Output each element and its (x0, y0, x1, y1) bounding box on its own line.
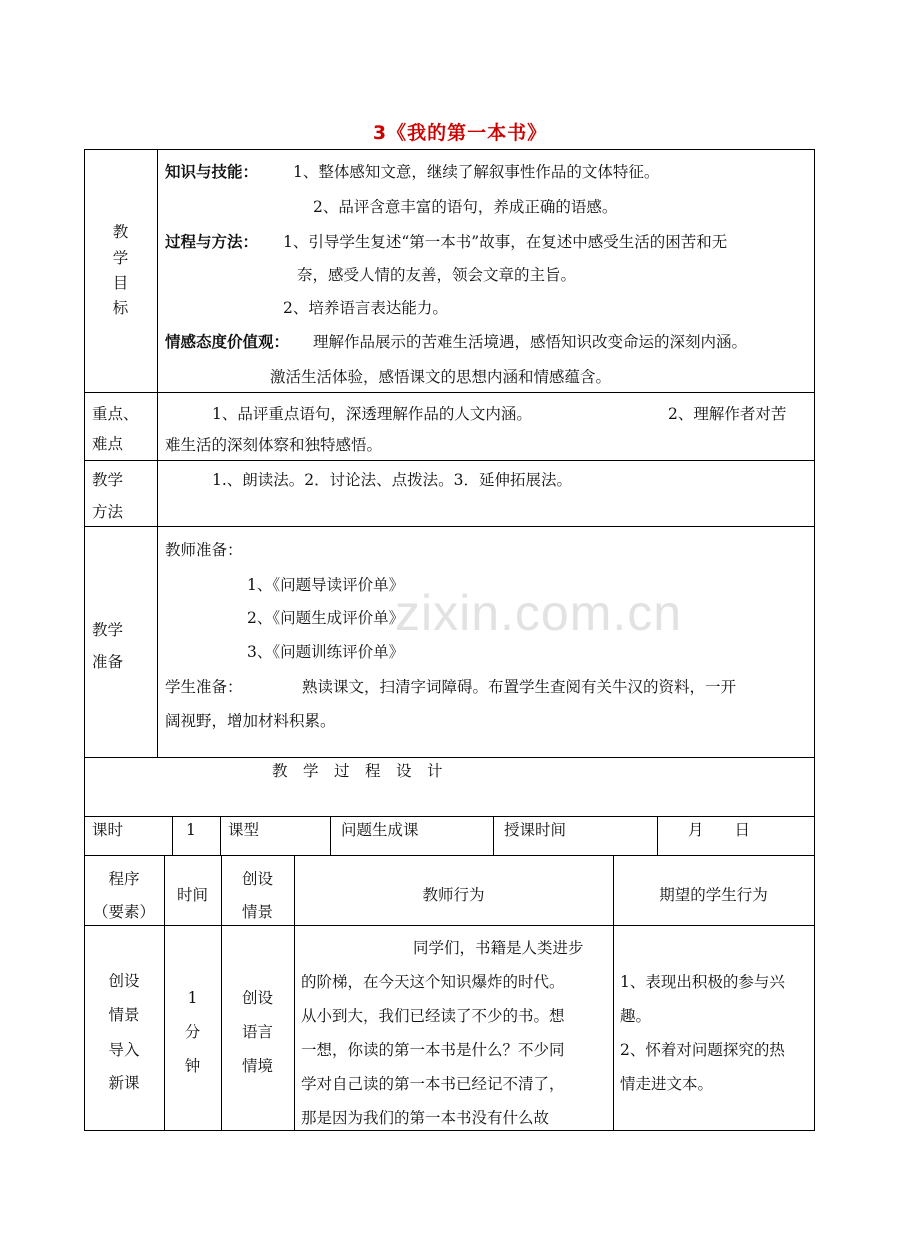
knowledge-item-1: 1、整体感知文意，继续了解叙事性作品的文体特征。 (293, 163, 660, 181)
knowledge-item-2: 2、品评含意丰富的语句，养成正确的语感。 (313, 198, 618, 216)
teacher-prep-item-3: 3、《问题训练评价单》 (247, 643, 405, 661)
teacher-prep-item-1: 1、《问题导读评价单》 (247, 576, 405, 594)
header-scene-1: 创设 (241, 870, 273, 888)
prep-label-1: 教学 (92, 621, 124, 639)
header-student: 期望的学生行为 (659, 886, 768, 904)
period-label: 课时 (92, 821, 124, 839)
process-design-header: 教 学 过 程 设 计 (272, 762, 443, 780)
type-label: 课型 (228, 821, 260, 839)
methods-label-2: 方法 (92, 503, 124, 521)
methods-label-1: 教学 (92, 471, 124, 489)
teacher-prep-label: 教师准备： (165, 541, 243, 559)
header-step-2: （要素） (92, 903, 155, 921)
emotion-item-1: 理解作品展示的苦难生活境遇，感悟知识改变命运的深刻内涵。 (313, 333, 748, 351)
header-scene-2: 情景 (241, 903, 273, 921)
keypoints-label-1: 重点、 (92, 405, 139, 423)
process-item-2: 2、培养语言表达能力。 (283, 299, 448, 317)
header-teacher: 教师行为 (422, 886, 485, 904)
teacher-prep-item-2: 2、《问题生成评价单》 (247, 609, 405, 627)
student-prep-line-1: 熟读课文，扫清字词障碍。布置学生查阅有关牛汉的资料，一开 (302, 678, 737, 696)
time-label: 授课时间 (504, 821, 567, 839)
prep-label-2: 准备 (92, 653, 124, 671)
header-time: 时间 (176, 886, 208, 904)
header-step-1: 程序 (108, 870, 140, 888)
keypoints-line-1a: 1、品评重点语句，深透理解作品的人文内涵。 (212, 405, 532, 423)
watermark: zixin.com.cn (395, 585, 683, 641)
time-value: 月 日 (688, 821, 751, 839)
methods-text: 1.、朗读法。2．讨论法、点拨法。3．延伸拓展法。 (212, 471, 573, 489)
type-value: 问题生成课 (341, 821, 419, 839)
process-label: 过程与方法： (165, 232, 259, 251)
knowledge-label: 知识与技能： (165, 162, 259, 181)
student-prep-label: 学生准备： (165, 678, 243, 696)
keypoints-line-1b: 2、理解作者对苦 (668, 405, 787, 423)
keypoints-line-2: 难生活的深刻体察和独特感悟。 (165, 436, 383, 454)
process-item-1b: 奈，感受人情的友善，领会文章的主旨。 (297, 266, 577, 284)
process-item-1a: 1、引导学生复述“第一本书”故事，在复述中感受生活的困苦和无 (283, 233, 728, 251)
emotion-item-2: 激活生活体验，感悟课文的思想内涵和情感蕴含。 (270, 368, 612, 386)
document-title: 3《我的第一本书》 (372, 122, 548, 144)
keypoints-label-2: 难点 (92, 435, 124, 453)
emotion-label: 情感态度价值观： (165, 332, 290, 351)
period-value: 1 (186, 821, 196, 839)
student-prep-line-2: 阔视野，增加材料积累。 (165, 712, 336, 730)
